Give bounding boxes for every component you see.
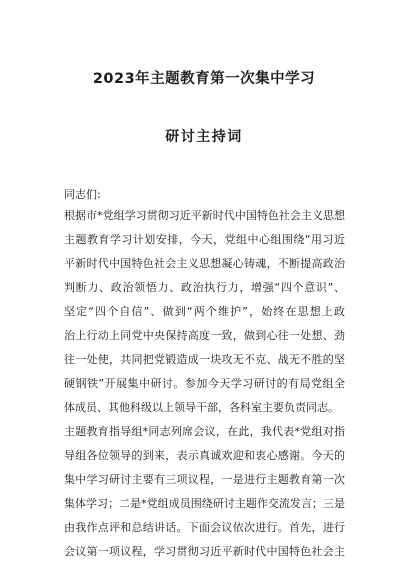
document-title: 2023年主题教育第一次集中学习 bbox=[92, 71, 316, 87]
body-line: 根据市*党组学习贯彻习近平新时代中国特色社会主义思想 bbox=[64, 209, 345, 222]
body-line: 判断力、政治领悟力、政治执行力，增强“四个意识”、 bbox=[64, 281, 345, 294]
body-line: 主题教育指导组*同志列席会议，在此，我代表*党组对指 bbox=[64, 425, 345, 438]
body-line: 会议第一项议程，学习贯彻习近平新时代中国特色社会主 bbox=[64, 545, 345, 558]
body-line: 集体学习；二是*党组成员围绕研讨主题作交流发言；三是 bbox=[64, 497, 345, 510]
body-line: 往一处使，共同把党锻造成一块攻无不克、战无不胜的坚 bbox=[64, 353, 345, 366]
body-line: 体成员、其他科级以上领导干部，各科室主要负责同志。 bbox=[64, 401, 339, 414]
body-line: 坚定“四个自信”、做到“两个维护”，始终在思想上政 bbox=[64, 305, 345, 318]
salutation: 同志们: bbox=[64, 188, 101, 201]
body-line: 主题教育学习计划安排，今天，党组中心组围绕“用习近 bbox=[64, 233, 345, 246]
body-line: 集中学习研讨主要有三项议程，一是进行主题教育第一次 bbox=[64, 473, 345, 486]
body-line: 平新时代中国特色社会主义思想凝心铸魂，不断提高政治 bbox=[64, 257, 345, 270]
body-line: 硬钢铁”开展集中研讨。参加今天学习研讨的有局党组全 bbox=[64, 377, 345, 390]
document-subtitle: 研讨主持词 bbox=[165, 129, 243, 145]
body-line: 由我作点评和总结讲话。下面会议依次进行。首先，进行 bbox=[64, 521, 345, 534]
body-line: 治上行动上同党中央保持高度一致，做到心往一处想、劲 bbox=[64, 329, 345, 342]
body-line: 导组各位领导的到来，表示真诚欢迎和衷心感谢。今天的 bbox=[64, 449, 345, 462]
